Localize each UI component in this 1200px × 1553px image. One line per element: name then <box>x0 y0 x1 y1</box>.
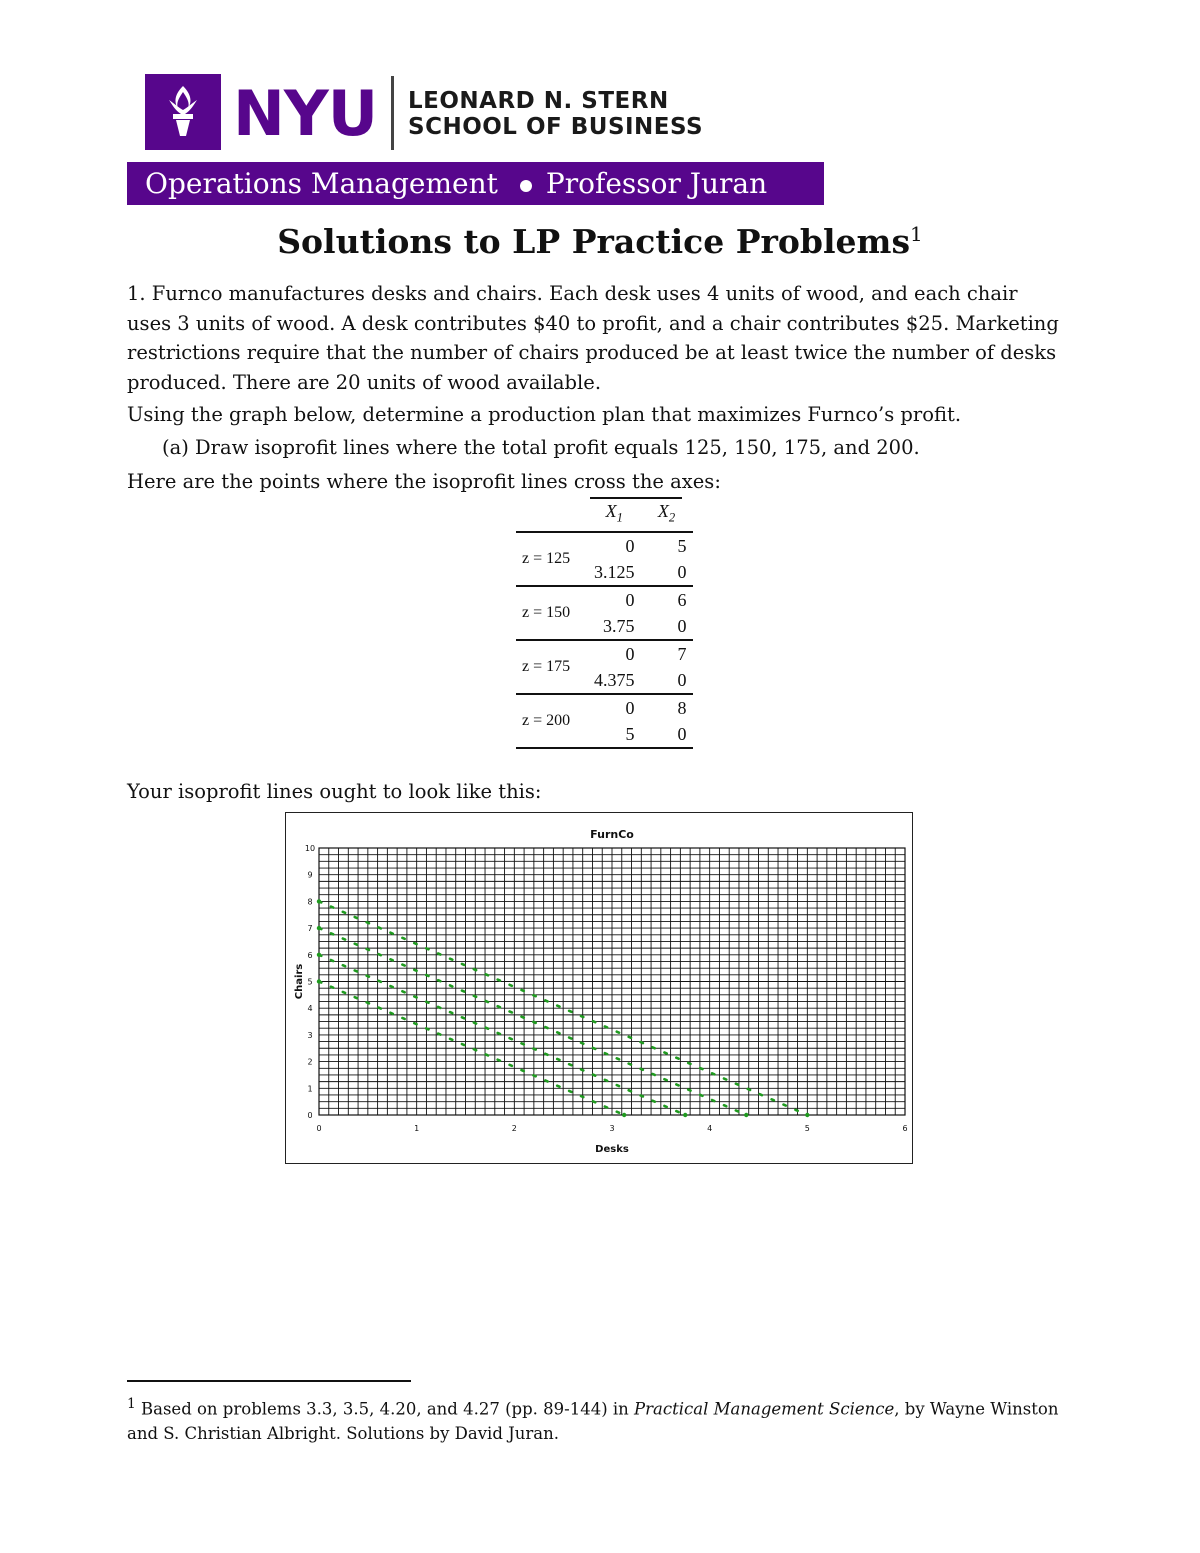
cell: 5 <box>677 535 687 556</box>
cell: 7 <box>641 640 693 667</box>
problem-task: Using the graph below, determine a production plan that maximizes Furnco’s profit. <box>127 403 962 426</box>
y-tick-label: 2 <box>307 1057 313 1067</box>
col-x1-header: $X_1$ <box>588 498 641 532</box>
cell: 0 <box>677 669 687 690</box>
y-tick-label: 6 <box>307 950 313 960</box>
isoprofit-point <box>622 1113 626 1117</box>
footnote-book: Practical Management Science <box>634 1399 895 1419</box>
table-row <box>516 640 693 667</box>
chart-title: FurnCo <box>590 828 634 841</box>
isoprofit-point <box>317 926 321 930</box>
cell: 6 <box>641 586 693 613</box>
intercepts-table <box>516 498 693 749</box>
isoprofit-point <box>317 953 321 957</box>
x-tick-label: 5 <box>804 1124 810 1133</box>
x-tick-label: 0 <box>316 1124 322 1133</box>
y-tick-label: 5 <box>307 977 313 987</box>
table-row <box>516 586 693 613</box>
y-axis-label: Chairs <box>294 963 305 1000</box>
chart-svg <box>286 813 911 1162</box>
y-tick-label: 9 <box>307 870 313 880</box>
cell: 5 <box>588 721 641 748</box>
logo-brand: NYU <box>233 77 378 150</box>
nyu-stern-logo <box>145 74 705 152</box>
page-title-text: Solutions to LP Practice Problems <box>277 222 911 261</box>
cell: 3.75 <box>603 615 635 636</box>
footnote-rule <box>127 1380 411 1382</box>
row-label: z = 125 <box>522 549 571 567</box>
title-footnote-mark: 1 <box>910 222 923 246</box>
y-tick-label: 1 <box>307 1084 313 1094</box>
cell: 0 <box>625 535 635 556</box>
y-tick-label: 7 <box>307 924 313 934</box>
page-title <box>0 222 1200 261</box>
cell: 0 <box>588 694 641 721</box>
isoprofit-point <box>683 1113 687 1117</box>
cell: 0 <box>677 561 687 582</box>
cell: 0 <box>677 615 687 636</box>
row-label: z = 200 <box>516 694 588 748</box>
y-tick-label: 8 <box>307 897 313 907</box>
x-tick-label: 3 <box>609 1124 615 1133</box>
x-tick-label: 4 <box>707 1124 713 1133</box>
y-tick-label: 0 <box>307 1111 313 1120</box>
logo-divider <box>391 76 394 150</box>
bullet-icon <box>520 180 532 192</box>
lines-intro: Your isoprofit lines ought to look like this: <box>127 780 542 803</box>
footnote-before: Based on problems 3.3, 3.5, 4.20, and 4.27 (pp. 89-144) in <box>141 1399 635 1419</box>
row-label: z = 150 <box>516 586 588 640</box>
y-tick-label: 4 <box>307 1004 313 1014</box>
banner-course: Operations Management <box>145 167 498 200</box>
x-tick-label: 2 <box>511 1124 517 1133</box>
table-row <box>516 694 693 721</box>
cell: 0 <box>588 640 641 667</box>
row-label: z = 175 <box>516 640 588 694</box>
footnote <box>127 1392 1067 1446</box>
y-tick-label: 3 <box>307 1030 313 1040</box>
cell: 4.375 <box>594 669 635 690</box>
furnco-chart <box>285 812 913 1164</box>
banner-professor: Professor Juran <box>545 167 768 200</box>
x-axis-label: Desks <box>595 1144 629 1155</box>
cell: 0 <box>641 721 693 748</box>
points-intro: Here are the points where the isoprofit lines cross the axes: <box>127 470 721 493</box>
logo-school-line2: SCHOOL OF BUSINESS <box>408 114 704 140</box>
problem-intro: 1. Furnco manufactures desks and chairs. Each desk uses 4 units of wood, and each chair uses 3 units of wood. A desk contributes $40 to profit, and a chair contributes $25. Marketing restrictions require that the number of chairs produced be at least twice the number of desks produced. There are 20 units of wood available. <box>127 282 1059 394</box>
isoprofit-point <box>317 899 321 903</box>
cell: 3.125 <box>594 561 635 582</box>
x-tick-label: 1 <box>414 1124 420 1133</box>
problem-part-a: (a) Draw isoprofit lines where the total profit equals 125, 150, 175, and 200. <box>162 436 920 459</box>
y-tick-label: 10 <box>304 844 316 853</box>
course-banner <box>127 162 824 205</box>
footnote-after: , by Wayne Winston and S. Christian Albright. Solutions by David Juran. <box>127 1399 1059 1443</box>
footnote-mark: 1 <box>127 1396 136 1412</box>
torch-icon <box>145 74 221 150</box>
table-row <box>516 532 693 559</box>
cell: 0 <box>588 586 641 613</box>
isoprofit-point <box>317 979 321 983</box>
isoprofit-point <box>744 1113 748 1117</box>
col-x2-header: $X_2$ <box>641 498 693 532</box>
cell: 8 <box>641 694 693 721</box>
isoprofit-point <box>805 1113 809 1117</box>
x-tick-label: 6 <box>902 1124 908 1133</box>
logo-school-line1: LEONARD N. STERN <box>408 88 669 114</box>
table-header-row <box>516 498 693 532</box>
